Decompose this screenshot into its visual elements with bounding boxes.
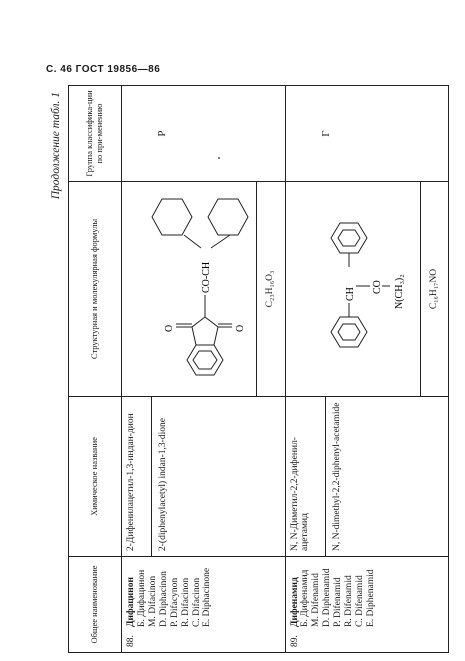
synonym: Б. Дифенамид — [300, 569, 311, 627]
row-number: 89. — [289, 635, 300, 647]
page-header: С. 46 ГОСТ 19856—86 — [46, 64, 161, 75]
table-header-row — [69, 86, 122, 653]
synonym: С. Difacinon — [191, 577, 202, 627]
structural-formula-diphacinone — [126, 187, 250, 391]
ch-label: CH — [344, 287, 356, 301]
table-row — [285, 86, 449, 653]
formula-cell — [122, 182, 286, 397]
synonym: R. Difacinon — [180, 577, 191, 627]
chemical-name-ru: 2-Дифенилацетил-1,3-индан-дион — [126, 397, 152, 556]
column-header-formula: Структурная и молекулярная формулы — [69, 182, 122, 397]
synonym: E. Diphacinone — [202, 567, 213, 627]
co-label: CO — [371, 280, 383, 294]
formula-cell — [285, 182, 449, 397]
chemical-name-cell — [285, 397, 449, 557]
synonym: R. Difenamid — [344, 575, 355, 627]
application-group: Г — [319, 130, 332, 137]
molecular-formula: C₂₃H₁₆O₃ — [256, 182, 276, 396]
synonym: М. Difacinon — [147, 575, 158, 627]
synonym: D. Diphenamid — [322, 568, 333, 627]
common-name-cell — [122, 557, 286, 653]
synonym: С. Difenamid — [355, 575, 366, 627]
synonym: E. Diphenamid — [365, 569, 376, 627]
chemical-name-en: N, N-dimethyl-2,2-diphenyl-acetamide — [332, 402, 343, 551]
keto-oxygen-label: O — [164, 324, 175, 332]
synonym: М. Difenamid — [311, 573, 322, 627]
group-cell — [122, 86, 286, 182]
rotated-table-page — [46, 86, 449, 653]
table-row — [122, 86, 286, 653]
common-name: Дифенамид — [289, 577, 300, 627]
substances-table — [68, 85, 449, 653]
row-number: 88. — [126, 635, 136, 647]
common-name: Дифацинон — [126, 577, 136, 627]
application-group: Р — [156, 130, 168, 137]
column-header-group: Группа классифика-ции по при-менению — [69, 86, 122, 182]
chemical-name-en: 2-(diphenylacetyl) indan-1,3-dione — [157, 418, 168, 551]
column-header-common-name: Общее наименование — [69, 557, 122, 653]
synonym: P. Difacynon — [169, 577, 180, 627]
synonym: Б. Дифацинон — [136, 569, 147, 627]
diphacinone-structure-drawing — [126, 182, 250, 387]
keto-oxygen-label: O — [235, 324, 246, 332]
group-cell — [285, 86, 449, 182]
structural-formula-diphenamid — [290, 187, 414, 391]
amine-label: N(CH₃)₂ — [393, 274, 405, 309]
synonym: P. Difenamid — [333, 577, 344, 627]
chemical-name-ru: N, N-Диметил-2,2-дифенил-ацетамид — [290, 397, 327, 556]
molecular-formula: C₁₆H₁₇NO — [420, 182, 440, 396]
synonym: D. Diphacinon — [158, 571, 169, 627]
chemical-name-cell — [122, 397, 286, 557]
column-header-chemical-name: Химическое название — [69, 397, 122, 557]
chain-label: CO-CH — [201, 261, 212, 293]
continuation-label: Продолжение табл. 1 — [50, 92, 62, 200]
common-name-cell — [285, 557, 449, 653]
diphenamid-structure-drawing — [290, 182, 414, 387]
